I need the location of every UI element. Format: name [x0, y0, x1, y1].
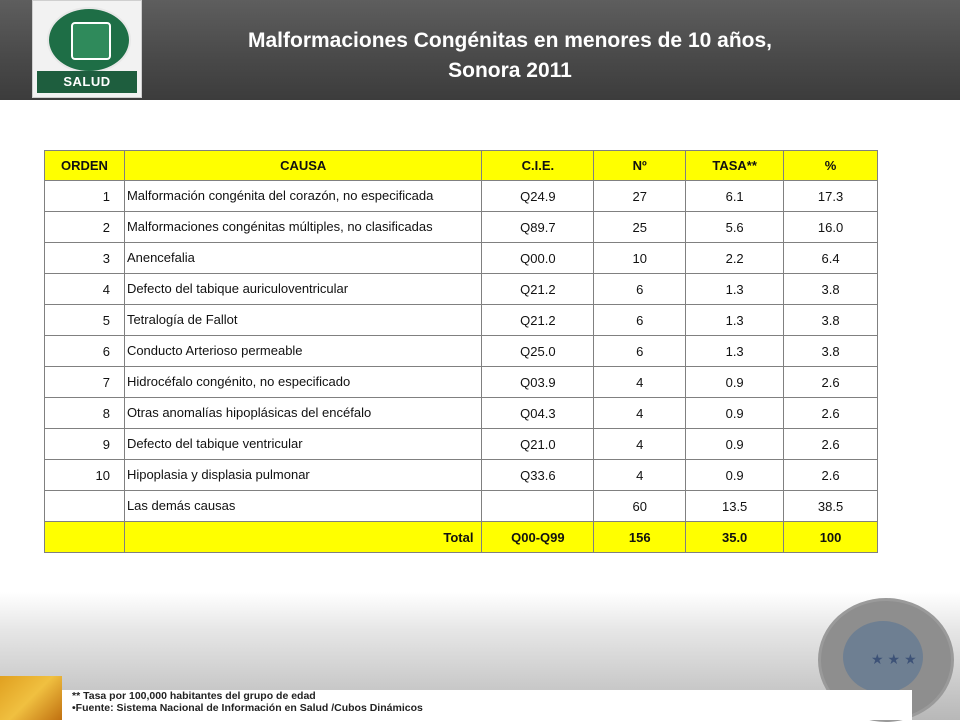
causa-cell: Tetralogía de Fallot	[124, 305, 482, 336]
cie-cell: Q24.9	[482, 181, 594, 212]
header-porcentaje: %	[784, 151, 878, 181]
total-label: Total	[124, 522, 482, 553]
cie-cell: Q03.9	[482, 367, 594, 398]
header-cie: C.I.E.	[482, 151, 594, 181]
percent-cell: 2.6	[784, 460, 878, 491]
header-tasa: TASA**	[686, 151, 784, 181]
count-cell: 10	[594, 243, 686, 274]
rate-cell: 13.5	[686, 491, 784, 522]
causa-cell: Defecto del tabique ventricular	[124, 429, 482, 460]
cie-cell: Q89.7	[482, 212, 594, 243]
total-n: 156	[594, 522, 686, 553]
title-line-2: Sonora 2011	[448, 59, 572, 82]
orden-cell: 4	[45, 274, 125, 305]
rate-cell: 1.3	[686, 336, 784, 367]
footnotes	[62, 690, 912, 720]
table-row	[45, 181, 878, 212]
rate-cell: 1.3	[686, 305, 784, 336]
causa-cell: Hidrocéfalo congénito, no especificado	[124, 367, 482, 398]
count-cell: 27	[594, 181, 686, 212]
count-cell: 6	[594, 274, 686, 305]
sonora-map-icon	[843, 621, 923, 693]
causa-cell: Conducto Arterioso permeable	[124, 336, 482, 367]
total-pct: 100	[784, 522, 878, 553]
rate-cell: 0.9	[686, 398, 784, 429]
causa-cell: Defecto del tabique auriculoventricular	[124, 274, 482, 305]
table-row	[45, 398, 878, 429]
rate-cell: 0.9	[686, 367, 784, 398]
orden-cell: 8	[45, 398, 125, 429]
causa-cell: Hipoplasia y displasia pulmonar	[124, 460, 482, 491]
cie-cell: Q04.3	[482, 398, 594, 429]
table-row	[45, 243, 878, 274]
table-row	[45, 429, 878, 460]
total-orden-cell	[45, 522, 125, 553]
table-row	[45, 212, 878, 243]
total-cie: Q00-Q99	[482, 522, 594, 553]
causa-cell: Anencefalia	[124, 243, 482, 274]
cie-cell: Q00.0	[482, 243, 594, 274]
header-causa: CAUSA	[124, 151, 482, 181]
table-row	[45, 336, 878, 367]
orden-cell: 2	[45, 212, 125, 243]
rate-cell: 6.1	[686, 181, 784, 212]
table-row	[45, 491, 878, 522]
cie-cell: Q21.0	[482, 429, 594, 460]
causa-cell: Malformación congénita del corazón, no especificada	[124, 181, 482, 212]
percent-cell: 3.8	[784, 336, 878, 367]
page-title	[150, 26, 870, 86]
count-cell: 60	[594, 491, 686, 522]
rate-cell: 5.6	[686, 212, 784, 243]
header-orden: ORDEN	[45, 151, 125, 181]
salud-logo	[32, 0, 142, 98]
table-row	[45, 460, 878, 491]
total-row	[45, 522, 878, 553]
percent-cell: 3.8	[784, 305, 878, 336]
decorative-stripe	[0, 676, 62, 720]
header-numero: Nº	[594, 151, 686, 181]
percent-cell: 6.4	[784, 243, 878, 274]
footnote-source: •Fuente: Sistema Nacional de Información en Salud /Cubos Dinámicos	[72, 702, 423, 714]
orden-cell	[45, 491, 125, 522]
malformations-table	[44, 150, 878, 553]
orden-cell: 5	[45, 305, 125, 336]
count-cell: 4	[594, 429, 686, 460]
orden-cell: 7	[45, 367, 125, 398]
cie-cell: Q21.2	[482, 274, 594, 305]
cie-cell: Q25.0	[482, 336, 594, 367]
cie-cell: Q21.2	[482, 305, 594, 336]
orden-cell: 1	[45, 181, 125, 212]
header-banner	[0, 0, 960, 100]
rate-cell: 0.9	[686, 429, 784, 460]
percent-cell: 3.8	[784, 274, 878, 305]
stars-icon: ★★★	[871, 651, 921, 667]
table-row	[45, 274, 878, 305]
causa-cell: Otras anomalías hipoplásicas del encéfalo	[124, 398, 482, 429]
orden-cell: 6	[45, 336, 125, 367]
percent-cell: 17.3	[784, 181, 878, 212]
rate-cell: 2.2	[686, 243, 784, 274]
coat-of-arms-icon	[71, 22, 111, 60]
count-cell: 6	[594, 336, 686, 367]
rate-cell: 0.9	[686, 460, 784, 491]
table-row	[45, 367, 878, 398]
count-cell: 4	[594, 398, 686, 429]
percent-cell: 2.6	[784, 429, 878, 460]
count-cell: 6	[594, 305, 686, 336]
causa-cell: Malformaciones congénitas múltiples, no clasificadas	[124, 212, 482, 243]
percent-cell: 2.6	[784, 367, 878, 398]
title-line-1: Malformaciones Congénitas en menores de 10 años,	[248, 29, 772, 52]
orden-cell: 9	[45, 429, 125, 460]
logo-label: SALUD	[37, 71, 137, 93]
cie-cell: Q33.6	[482, 460, 594, 491]
cie-cell	[482, 491, 594, 522]
footnote-rate: ** Tasa por 100,000 habitantes del grupo de edad	[72, 690, 316, 702]
count-cell: 4	[594, 460, 686, 491]
table-header-row	[45, 151, 878, 181]
orden-cell: 10	[45, 460, 125, 491]
percent-cell: 16.0	[784, 212, 878, 243]
count-cell: 4	[594, 367, 686, 398]
percent-cell: 38.5	[784, 491, 878, 522]
total-tasa: 35.0	[686, 522, 784, 553]
orden-cell: 3	[45, 243, 125, 274]
state-seal-icon	[47, 7, 131, 73]
table-body	[45, 181, 878, 522]
causa-cell: Las demás causas	[124, 491, 482, 522]
count-cell: 25	[594, 212, 686, 243]
table-row	[45, 305, 878, 336]
percent-cell: 2.6	[784, 398, 878, 429]
rate-cell: 1.3	[686, 274, 784, 305]
